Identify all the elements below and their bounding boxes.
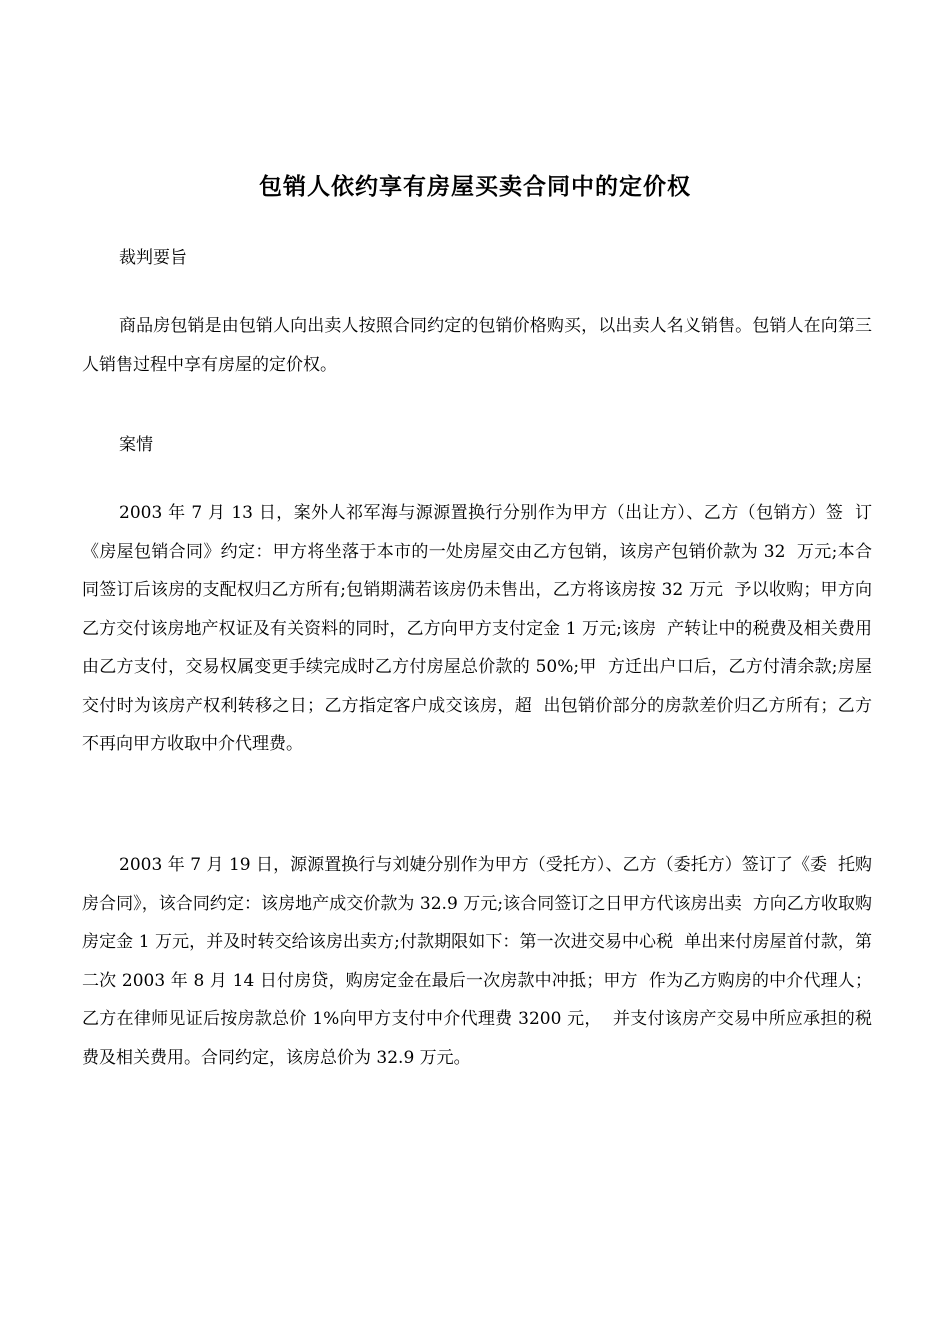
document-title: 包销人依约享有房屋买卖合同中的定价权 [259,174,691,200]
case-paragraph-2: 2003 年 7 月 19 日，源源置换行与刘婕分别作为甲方（受托方）、乙方（委托方）签订了《委 托购房合同》，该合同约定：该房地产成交价款为 32.9 万元;该合同签订之日甲方代该房出卖 方向乙方收取购房定金 1 万元，并及时转交给该房出卖方;付款期限如下：第一次进交易中心税 单出来付房屋首付款，第二次 2003 年 8 月 14 日付房贷，购房定金在最后一次房款中冲抵；甲方 作为乙方购房的中介代理人；乙方在律师见证后按房款总价 1%向甲方支付中介代理费 3200 元， 并支付该房产交易中所应承担的税费及相关费用。合同约定，该房总价为 32.9 万元。 [82,855,872,1068]
section-heading-ruling: 裁判要旨 [119,248,187,268]
ruling-paragraph: 商品房包销是由包销人向出卖人按照合同约定的包销价格购买，以出卖人名义销售。包销人在向第三人销售过程中享有房屋的定价权。 [82,316,872,375]
case-paragraph-1: 2003 年 7 月 13 日，案外人祁军海与源源置换行分别作为甲方（出让方）、乙方（包销方）签 订《房屋包销合同》约定：甲方将坐落于本市的一处房屋交由乙方包销，该房产包销价款为 32 万元;本合同签订后该房的支配权归乙方所有;包销期满若该房仍未售出，乙方将该房按 32 万元 予以收购；甲方向乙方交付该房地产权证及有关资料的同时，乙方向甲方支付定金 1 万元;该房 产转让中的税费及相关费用由乙方支付，交易权属变更手续完成时乙方付房屋总价款的 50%;甲 方迁出户口后，乙方付清余款;房屋交付时为该房产权利转移之日；乙方指定客户成交该房，超 出包销价部分的房款差价归乙方所有；乙方不再向甲方收取中介代理费。 [82,503,872,754]
section-heading-case: 案情 [119,435,153,455]
